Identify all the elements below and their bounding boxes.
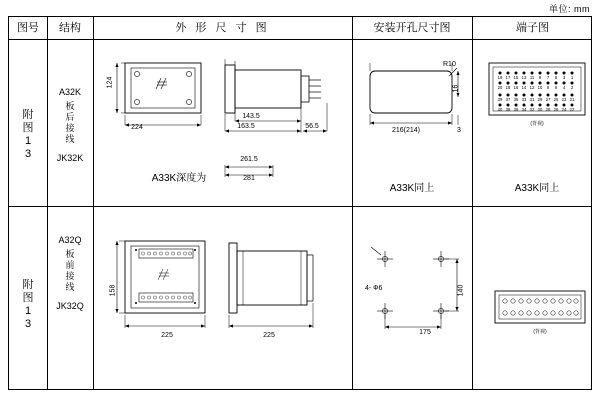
header-divider — [9, 39, 591, 40]
col-divider-1 — [47, 17, 48, 389]
outline-drawing-row-2 — [103, 231, 343, 351]
dim-depth-2-row-1: 163.5 — [237, 123, 255, 130]
svg-text:3: 3 — [562, 75, 566, 80]
svg-text:13: 13 — [521, 75, 527, 80]
svg-text:34: 34 — [521, 107, 527, 112]
dim-depth-row-2: 225 — [263, 332, 275, 339]
mounting-drawing-row-1 — [365, 57, 465, 137]
svg-text:17: 17 — [505, 75, 511, 80]
fig-char: 图 — [22, 292, 34, 304]
svg-text:32: 32 — [529, 107, 535, 112]
svg-text:1: 1 — [570, 75, 574, 80]
fig-char: 3 — [24, 148, 32, 160]
terminal-drawing-row-1 — [487, 61, 587, 133]
struct-char: 线 — [65, 282, 75, 292]
dim-radius-row-1: R10 — [443, 61, 456, 68]
outline-drawing-row-1 — [99, 51, 347, 161]
depth-note-dim-top: 261.5 — [240, 156, 258, 163]
svg-text:19: 19 — [497, 75, 503, 80]
fig-char: 1 — [24, 305, 32, 317]
terminal-note-row-1: A33K同上 — [514, 183, 560, 194]
struct-char: 前 — [65, 260, 75, 270]
svg-text:36: 36 — [513, 107, 519, 112]
struct-char: 板 — [65, 101, 75, 111]
svg-text:9: 9 — [538, 75, 542, 80]
col-divider-2 — [93, 17, 94, 389]
svg-text:16: 16 — [513, 85, 519, 90]
svg-text:12: 12 — [529, 85, 535, 90]
struct-char: 线 — [65, 134, 75, 144]
svg-text:22: 22 — [569, 107, 575, 112]
svg-text:23: 23 — [561, 97, 567, 102]
svg-text:15: 15 — [513, 75, 519, 80]
svg-text:37: 37 — [505, 97, 511, 102]
svg-text:6: 6 — [554, 85, 558, 90]
dim-depth-3-row-1: 56.5 — [305, 123, 319, 130]
table-row-2-structure-bottom: JK32Q — [56, 301, 84, 311]
struct-char: 板 — [65, 249, 75, 259]
svg-text:38: 38 — [505, 107, 511, 112]
table-row-2-structure-mid — [49, 249, 91, 293]
svg-text:(背视): (背视) — [533, 329, 547, 335]
dim-16-row-1: 16 — [452, 84, 460, 93]
svg-text:11: 11 — [529, 75, 535, 80]
svg-text:31: 31 — [529, 97, 535, 102]
col-divider-3 — [352, 17, 353, 389]
svg-text:39: 39 — [497, 97, 503, 102]
fig-char: 附 — [22, 109, 34, 121]
depth-note-dim-bottom: 281 — [243, 175, 255, 182]
header-mounting: 安装开孔尺寸图 — [373, 22, 451, 34]
svg-text:28: 28 — [545, 107, 551, 112]
unit-note: 单位: mm — [549, 4, 590, 14]
spec-table — [8, 16, 592, 390]
svg-text:26: 26 — [553, 107, 559, 112]
mounting-note-row-1: A33K同上 — [389, 183, 435, 194]
svg-text:8: 8 — [546, 85, 550, 90]
svg-text:2: 2 — [570, 85, 574, 90]
dim-width-row-2: 225 — [161, 332, 173, 339]
terminal-drawing-row-2 — [493, 289, 587, 341]
table-row-1-structure-top: A32K — [58, 87, 82, 97]
svg-text:27: 27 — [545, 97, 551, 102]
fig-char: 附 — [22, 279, 34, 291]
dim-height-row-1: 124 — [106, 76, 114, 89]
svg-text:7: 7 — [546, 75, 550, 80]
struct-char: 接 — [65, 123, 75, 133]
header-outline: 外 形 尺 寸 图 — [175, 22, 270, 34]
fig-char: 图 — [22, 122, 34, 134]
dim-depth-1-row-1: 143.5 — [242, 113, 260, 120]
col-divider-4 — [472, 17, 473, 389]
svg-text:29: 29 — [537, 97, 543, 102]
dim-3-row-1: 3 — [457, 127, 461, 134]
table-row-1-structure-bottom: JK32K — [56, 153, 84, 163]
svg-text:20: 20 — [497, 85, 503, 90]
struct-char: 后 — [65, 112, 75, 122]
svg-text:40: 40 — [497, 107, 503, 112]
svg-text:21: 21 — [569, 97, 575, 102]
hole-note-row-2: 4- Ф6 — [365, 285, 383, 292]
table-row-1-fig-no — [9, 109, 47, 161]
dim-width-mounting-row-2: 175 — [419, 329, 431, 336]
dim-width-mounting-row-1: 216(214) — [391, 127, 421, 134]
fig-char: 1 — [24, 135, 32, 147]
header-fig-no: 图号 — [17, 22, 39, 34]
depth-note-row-1: A33K深度为 — [151, 173, 207, 184]
row-divider — [9, 206, 591, 207]
svg-text:33: 33 — [521, 97, 527, 102]
table-row-2-structure-top: A32Q — [58, 235, 82, 245]
table-row-1-structure-mid — [49, 101, 91, 145]
svg-text:24: 24 — [561, 107, 567, 112]
svg-text:5: 5 — [554, 75, 558, 80]
dim-width-row-1: 224 — [131, 124, 143, 131]
table-row-2-fig-no — [9, 279, 47, 331]
depth-note-dim-lines — [221, 165, 281, 185]
dim-height-row-2: 158 — [109, 284, 117, 297]
svg-text:18: 18 — [505, 85, 511, 90]
svg-text:25: 25 — [553, 97, 559, 102]
svg-text:4: 4 — [562, 85, 566, 90]
fig-char: 3 — [24, 318, 32, 330]
dim-height-mounting-row-2: 140 — [457, 284, 465, 297]
header-terminal: 端子图 — [516, 22, 549, 34]
struct-char: 接 — [65, 271, 75, 281]
header-structure: 结构 — [59, 22, 81, 34]
svg-text:30: 30 — [537, 107, 543, 112]
svg-text:(背视): (背视) — [530, 121, 544, 127]
svg-text:14: 14 — [521, 85, 527, 90]
svg-text:35: 35 — [513, 97, 519, 102]
svg-text:10: 10 — [537, 85, 543, 90]
